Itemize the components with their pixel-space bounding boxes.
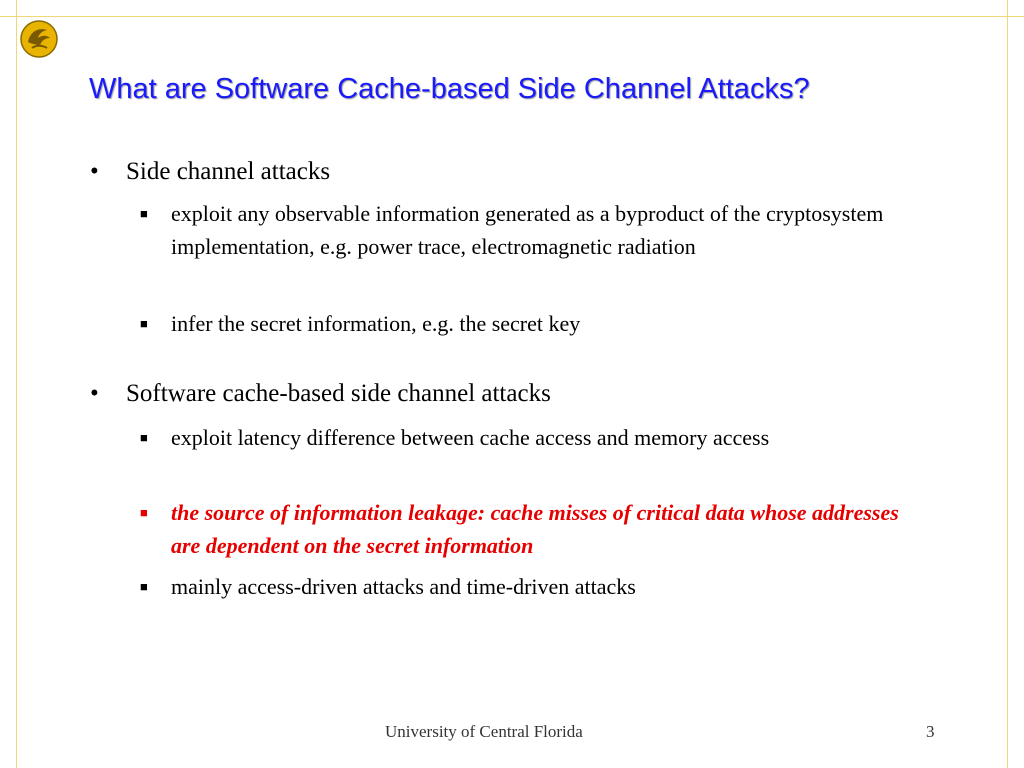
footer-text: University of Central Florida	[385, 722, 583, 741]
sub-bullet-item	[140, 570, 930, 603]
sub-bullet-item	[140, 421, 930, 454]
page-number: 3	[926, 722, 935, 741]
sub-bullet-glyph: ■	[140, 316, 148, 331]
bullet-glyph: •	[90, 380, 99, 407]
sub-bullet-glyph: ■	[140, 206, 148, 221]
sub-bullet-text: exploit latency difference between cache access and memory access	[171, 425, 770, 450]
bullet-glyph: •	[90, 158, 99, 185]
sub-bullet-text: the source of information leakage: cache misses of critical data whose addresses are dependent on the secret information	[171, 500, 899, 558]
sub-bullet-glyph: ■	[140, 430, 148, 445]
sub-bullet-glyph: ■	[140, 505, 148, 520]
sub-bullet-item-emphasis	[140, 496, 930, 562]
sub-bullet-item	[140, 307, 930, 340]
slide-title: What are Software Cache-based Side Channel Attacks?	[89, 73, 810, 105]
sub-bullet-text: mainly access-driven attacks and time-driven attacks	[171, 574, 636, 599]
sub-bullet-text: infer the secret information, e.g. the secret key	[171, 311, 581, 336]
sub-bullet-item	[140, 197, 930, 263]
bullet-text: Software cache-based side channel attacks	[126, 380, 551, 407]
sub-bullet-glyph: ■	[140, 579, 148, 594]
sub-bullet-text: exploit any observable information generated as a byproduct of the cryptosystem implementation, e.g. power trace, electromagnetic radiation	[171, 201, 884, 259]
bullet-text: Side channel attacks	[126, 158, 331, 185]
